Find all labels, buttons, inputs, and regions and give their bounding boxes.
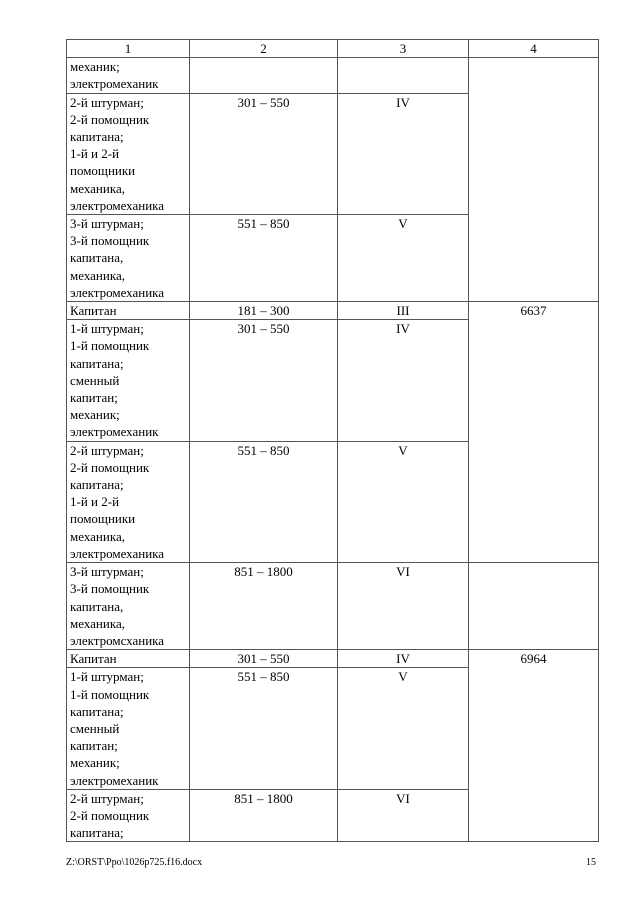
code-cell bbox=[469, 58, 599, 302]
position-cell bbox=[67, 93, 190, 214]
header-cell-1: 1 bbox=[67, 40, 190, 58]
position-line: помощники bbox=[70, 511, 136, 527]
position-cell bbox=[67, 302, 190, 320]
category-cell: VI bbox=[338, 563, 469, 650]
header-cell-3: 3 bbox=[338, 40, 469, 58]
position-cell bbox=[67, 58, 190, 93]
position-line: 1-й и 2-й bbox=[70, 146, 120, 162]
position-cell bbox=[67, 215, 190, 302]
position-line: электромеханик bbox=[70, 772, 159, 788]
position-line: механик; bbox=[70, 755, 120, 771]
tonnage-range-cell: 851 – 1800 bbox=[190, 563, 338, 650]
position-line: 2-й помощник bbox=[70, 807, 150, 823]
position-line: капитан; bbox=[70, 390, 118, 406]
position-line: капитан; bbox=[70, 738, 118, 754]
category-cell: IV bbox=[338, 320, 469, 441]
position-line: 2-й штурман; bbox=[70, 790, 144, 806]
position-line: механика, bbox=[70, 267, 125, 283]
tonnage-range-cell: 301 – 550 bbox=[190, 650, 338, 668]
tonnage-range-cell bbox=[190, 58, 338, 93]
table-row bbox=[67, 650, 599, 668]
category-cell: IV bbox=[338, 650, 469, 668]
position-line: механика, bbox=[70, 615, 125, 631]
table-row bbox=[67, 302, 599, 320]
position-line: электромеханика bbox=[70, 545, 165, 561]
position-line: электромеханика bbox=[70, 197, 165, 213]
position-line: 1-й штурман; bbox=[70, 321, 144, 337]
position-cell bbox=[67, 563, 190, 650]
position-line: 3-й помощник bbox=[70, 581, 150, 597]
page-number: 15 bbox=[586, 857, 596, 868]
position-line: помощники bbox=[70, 163, 136, 179]
position-cell bbox=[67, 789, 190, 842]
category-cell: V bbox=[338, 668, 469, 789]
position-line: механик; bbox=[70, 407, 120, 423]
position-line: 2-й помощник bbox=[70, 459, 150, 475]
position-line: электромсханика bbox=[70, 632, 165, 648]
position-line: сменный bbox=[70, 720, 120, 736]
tonnage-range-cell: 851 – 1800 bbox=[190, 789, 338, 842]
position-line: 1-й и 2-й bbox=[70, 494, 120, 510]
category-cell: V bbox=[338, 441, 469, 562]
position-line: капитана; bbox=[70, 825, 124, 841]
category-cell: VI bbox=[338, 789, 469, 842]
position-line: электромеханика bbox=[70, 284, 165, 300]
category-cell: III bbox=[338, 302, 469, 320]
position-line: 3-й штурман; bbox=[70, 564, 144, 580]
position-line: 2-й помощник bbox=[70, 111, 150, 127]
position-line: механик; bbox=[70, 59, 120, 75]
position-cell bbox=[67, 650, 190, 668]
position-line: электромеханик bbox=[70, 76, 159, 92]
category-cell: IV bbox=[338, 93, 469, 214]
tonnage-range-cell: 551 – 850 bbox=[190, 668, 338, 789]
footer-file-path: Z:\ORST\Ppo\1026p725.f16.docx bbox=[66, 857, 203, 868]
tonnage-range-cell: 551 – 850 bbox=[190, 441, 338, 562]
document-table bbox=[66, 39, 599, 842]
header-cell-4: 4 bbox=[469, 40, 599, 58]
position-line: капитана; bbox=[70, 355, 124, 371]
position-cell bbox=[67, 668, 190, 789]
code-cell: 6964 bbox=[469, 650, 599, 842]
position-line: капитана; bbox=[70, 477, 124, 493]
tonnage-range-cell: 301 – 550 bbox=[190, 93, 338, 214]
position-line: Капитан bbox=[70, 651, 117, 667]
position-cell bbox=[67, 441, 190, 562]
position-line: механика, bbox=[70, 180, 125, 196]
position-line: 1-й помощник bbox=[70, 686, 150, 702]
position-line: механика, bbox=[70, 528, 125, 544]
table-row bbox=[67, 58, 599, 93]
position-cell bbox=[67, 320, 190, 441]
position-line: Капитан bbox=[70, 303, 117, 319]
position-line: 2-й штурман; bbox=[70, 442, 144, 458]
code-cell bbox=[469, 563, 599, 650]
table-row bbox=[67, 563, 599, 650]
header-row bbox=[67, 40, 599, 58]
position-line: сменный bbox=[70, 372, 120, 388]
position-line: электромеханик bbox=[70, 424, 159, 440]
position-line: 1-й помощник bbox=[70, 338, 150, 354]
position-line: капитана, bbox=[70, 250, 124, 266]
header-cell-2: 2 bbox=[190, 40, 338, 58]
position-line: 3-й штурман; bbox=[70, 216, 144, 232]
position-line: капитана; bbox=[70, 703, 124, 719]
position-line: 1-й штурман; bbox=[70, 669, 144, 685]
tonnage-range-cell: 551 – 850 bbox=[190, 215, 338, 302]
position-line: 3-й помощник bbox=[70, 233, 150, 249]
tonnage-range-cell: 301 – 550 bbox=[190, 320, 338, 441]
category-cell bbox=[338, 58, 469, 93]
category-cell: V bbox=[338, 215, 469, 302]
position-line: капитана, bbox=[70, 598, 124, 614]
code-cell: 6637 bbox=[469, 302, 599, 563]
position-line: капитана; bbox=[70, 129, 124, 145]
position-line: 2-й штурман; bbox=[70, 94, 144, 110]
tonnage-range-cell: 181 – 300 bbox=[190, 302, 338, 320]
